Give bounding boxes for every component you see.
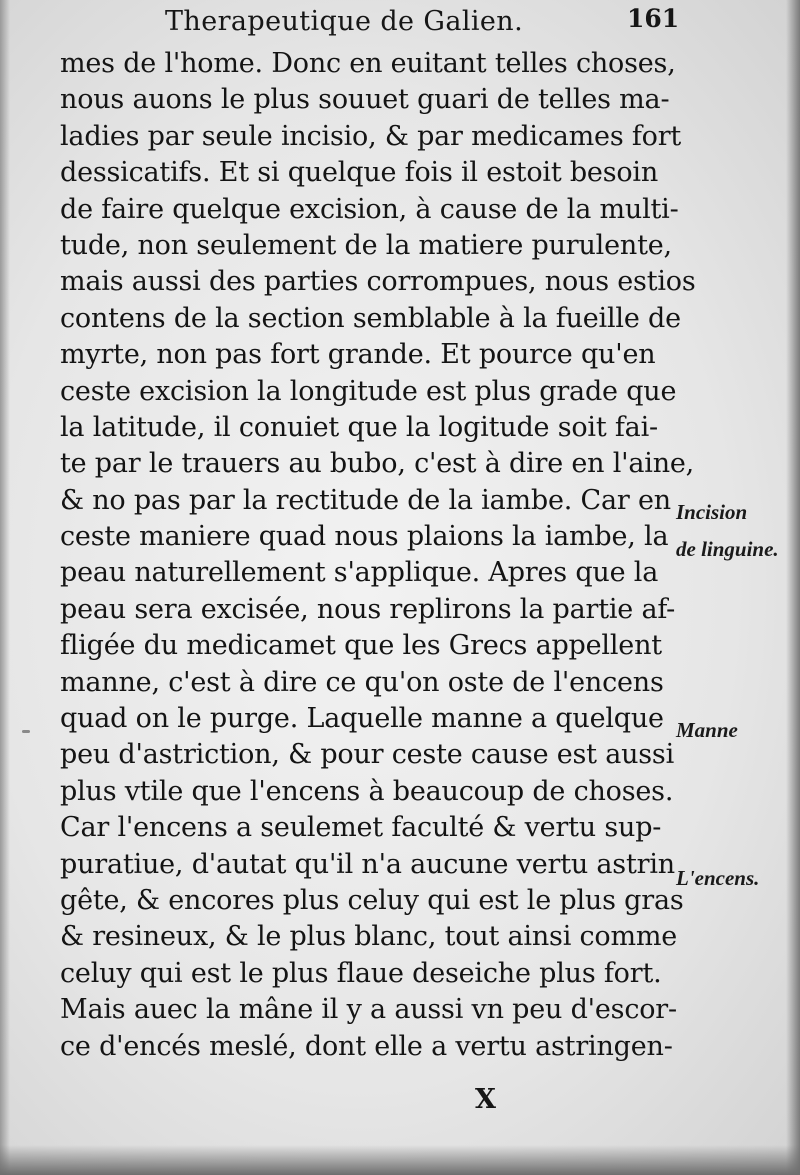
text-line: dessicatifs. Et si quelque fois il estoit besoin [60, 157, 659, 189]
ink-speck [22, 730, 30, 733]
margin-note-incision-cont: de linguine. [676, 537, 779, 561]
text-line: Car l'encens a seulemet faculté & vertu sup- [60, 812, 662, 844]
text-line: peu d'astriction, & pour ceste cause est aussi [60, 739, 675, 771]
margin-note-incision: Incision [676, 500, 748, 524]
text-line: manne, c'est à dire ce qu'on oste de l'encens [60, 666, 664, 698]
signature-mark: X [475, 1084, 496, 1115]
text-line: ceste maniere quad nous plaions la iambe, la [60, 521, 669, 553]
text-line: mes de l'home. Donc en euitant telles choses, [60, 48, 676, 79]
text-line: ladies par seule incisio, & par medicames fort [60, 120, 682, 152]
margin-note-encens: L'encens. [676, 866, 760, 890]
running-head: Therapeutique de Galien. [165, 6, 524, 37]
text-line: plus vtile que l'encens à beaucoup de choses. [60, 775, 674, 807]
page-number: 161 [627, 4, 680, 33]
text-line: peau naturellement s'applique. Apres que la [60, 557, 659, 589]
text-line: & resineux, & le plus blanc, tout ainsi comme [60, 921, 678, 953]
body-text [60, 46, 696, 1065]
text-line: nous auons le plus souuet guari de telles ma- [60, 84, 670, 116]
text-line: puratiue, d'autat qu'il n'a aucune vertu astrin [60, 848, 675, 880]
margin-note-manne: Manne [676, 718, 738, 742]
text-line: Mais auec la mâne il y a aussi vn peu d'escor- [60, 994, 677, 1026]
text-line: myrte, non pas fort grande. Et pource qu'en [60, 339, 656, 371]
text-line: ce d'encés meslé, dont elle a vertu astringen- [60, 1030, 673, 1062]
text-line: te par le trauers au bubo, c'est à dire en l'aine, [60, 448, 695, 480]
text-line: peau sera excisée, nous replirons la partie af- [60, 593, 676, 625]
text-line: mais aussi des parties corrompues, nous estios [60, 266, 696, 298]
text-line: de faire quelque excision, à cause de la multi- [60, 193, 679, 225]
text-line: contens de la section semblable à la fueille de [60, 302, 681, 334]
text-line: tude, non seulement de la matiere purulente, [60, 229, 672, 261]
text-line: gête, & encores plus celuy qui est le plus gras [60, 884, 684, 916]
text-line: celuy qui est le plus flaue deseiche plus fort. [60, 957, 662, 989]
text-line: ceste excision la longitude est plus grade que [60, 375, 677, 407]
text-line: quad on le purge. Laquelle manne a quelque [60, 703, 664, 735]
text-line: & no pas par la rectitude de la iambe. Car en [60, 484, 671, 516]
page-edge-shadow-left [0, 0, 10, 1175]
text-line: fligée du medicamet que les Grecs appellent [60, 630, 662, 662]
page-edge-shadow-right [786, 0, 800, 1175]
text-line: la latitude, il conuiet que la logitude soit fai- [60, 411, 658, 443]
page-edge-shadow-bottom [0, 1145, 800, 1175]
